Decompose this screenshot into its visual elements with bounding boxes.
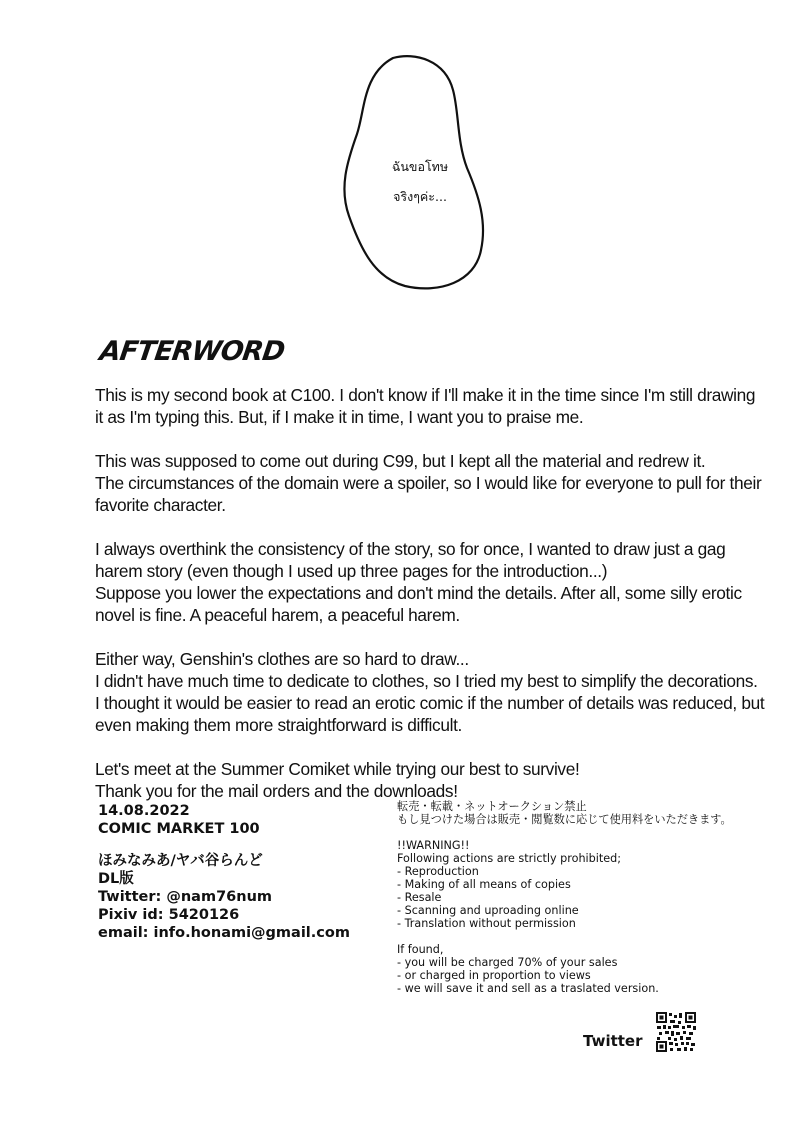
bubble-line: ฉันขอโทษ	[391, 159, 449, 174]
paragraph	[95, 384, 785, 428]
text-line: novel is fine. A peaceful harem, a peaceful harem.	[95, 605, 460, 625]
text-line: Either way, Genshin's clothes are so hard to draw...	[95, 649, 469, 669]
text-line: This was supposed to come out during C99, but I kept all the material and redrew it.	[95, 451, 706, 471]
text-line: Let's meet at the Summer Comiket while trying our best to survive!	[95, 759, 580, 779]
text-line: I thought it would be easier to read an erotic comic if the number of details was reduced, but	[95, 693, 765, 713]
twitter-qr-label: Twitter	[583, 1032, 643, 1050]
publication-info	[98, 802, 378, 942]
paragraph	[95, 538, 785, 626]
warning-intro: Following actions are strictly prohibited;	[397, 852, 622, 865]
prohibited-item: - Scanning and uproading online	[397, 904, 579, 917]
bubble-line: จริงๆค่ะ...	[393, 189, 447, 204]
notice-jp-line: もし見つけた場合は販売・閲覧数に応じて使用料をいただきます。	[397, 813, 732, 826]
qr-code-icon[interactable]	[656, 1012, 696, 1052]
text-line: The circumstances of the domain were a spoiler, so I would like for everyone to pull for their	[95, 473, 762, 493]
paragraph	[95, 758, 785, 802]
text-line: harem story (even though I used up three pages for the introduction...)	[95, 561, 608, 581]
text-line: even making them more straightforward is difficult.	[95, 715, 462, 735]
twitter-handle: Twitter: @nam76num	[98, 889, 273, 905]
text-line: Thank you for the mail orders and the downloads!	[95, 781, 458, 801]
copyright-notice	[397, 800, 757, 995]
event-name: COMIC MARKET 100	[98, 821, 260, 837]
speech-bubble	[335, 50, 505, 295]
text-line: I always overthink the consistency of the story, so for once, I wanted to draw just a gag	[95, 539, 726, 559]
pixiv-id: Pixiv id: 5420126	[98, 907, 240, 923]
text-line: it as I'm typing this. But, if I make it in time, I want you to praise me.	[95, 407, 584, 427]
release-date: 14.08.2022	[98, 803, 190, 819]
circle-name: ほみなみあ/ヤバ谷らんど	[98, 853, 263, 869]
text-line: favorite character.	[95, 495, 226, 515]
notice-jp-line: 転売・転載・ネットオークション禁止	[397, 800, 587, 813]
prohibited-item: - Reproduction	[397, 865, 479, 878]
consequence-item: - or charged in proportion to views	[397, 969, 591, 982]
edition-label: DL版	[98, 871, 134, 887]
consequence-item: - you will be charged 70% of your sales	[397, 956, 618, 969]
speech-bubble-text	[335, 152, 505, 212]
warning-title: !!WARNING!!	[397, 839, 470, 852]
prohibited-item: - Resale	[397, 891, 442, 904]
email-address: email: info.honami@gmail.com	[98, 925, 350, 941]
paragraph	[95, 648, 785, 736]
consequence-item: - we will save it and sell as a traslated version.	[397, 982, 659, 995]
prohibited-item: - Translation without permission	[397, 917, 576, 930]
text-line: Suppose you lower the expectations and don't mind the details. After all, some silly erotic	[95, 583, 742, 603]
afterword-body	[95, 384, 785, 824]
text-line: This is my second book at C100. I don't know if I'll make it in the time since I'm still drawing	[95, 385, 756, 405]
afterword-title: AFTERWORD	[97, 336, 287, 367]
prohibited-item: - Making of all means of copies	[397, 878, 571, 891]
text-line: I didn't have much time to dedicate to clothes, so I tried my best to simplify the decorations.	[95, 671, 758, 691]
found-title: If found,	[397, 943, 444, 956]
paragraph	[95, 450, 785, 516]
